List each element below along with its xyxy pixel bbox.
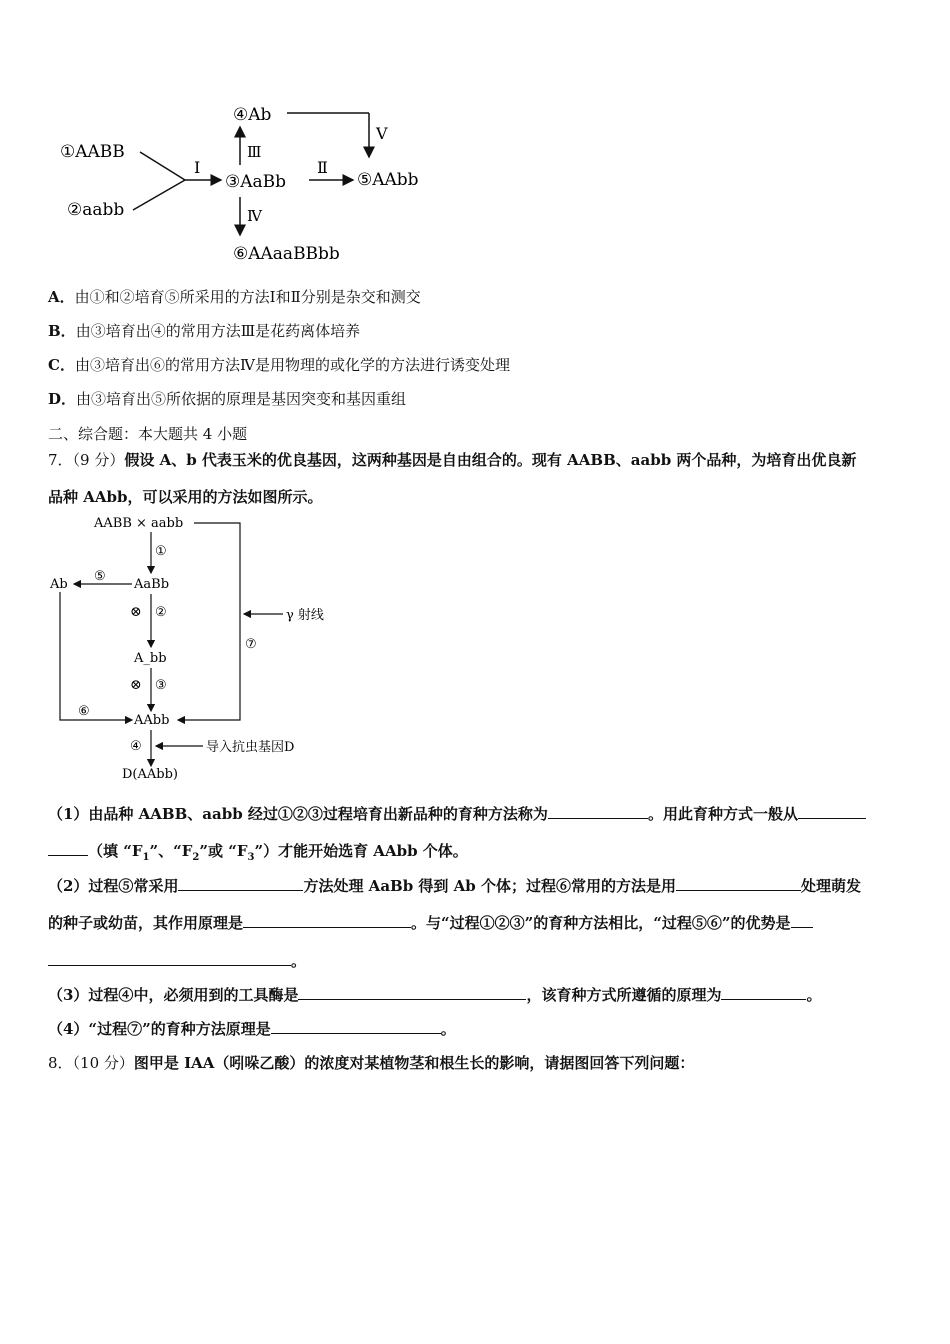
label-I: Ⅰ xyxy=(194,158,201,177)
label-III: Ⅲ xyxy=(247,143,262,161)
label-II: Ⅱ xyxy=(317,158,328,177)
label-IV: Ⅳ xyxy=(247,207,262,225)
q7-p2-text-c: 处理萌发 xyxy=(801,877,862,895)
node-5: ⑤AAbb xyxy=(357,170,419,190)
option-d-text: 由③培育出⑤所依据的原理是基因突变和基因重组 xyxy=(76,390,407,408)
option-d xyxy=(48,388,406,409)
q8-text: 图甲是 IAA（吲哚乙酸）的浓度对某植物茎和根生长的影响，请据图回答下列问题： xyxy=(133,1054,695,1072)
q8-number: 8．（10 分） xyxy=(48,1054,134,1072)
q7-part-2-line-2 xyxy=(48,912,813,933)
option-c xyxy=(48,354,510,375)
q7-p4-text-b: 。 xyxy=(440,1020,456,1038)
q7-part-1-line-1 xyxy=(48,803,866,824)
answer-blank-6b[interactable] xyxy=(48,951,291,966)
f2-genotype: A_bb xyxy=(134,651,167,666)
q7-p2-text-a: （2）过程⑤常采用 xyxy=(48,877,179,895)
option-d-letter: D． xyxy=(48,390,77,408)
self-cross-2: ⊗ xyxy=(130,677,142,693)
answer-blank-2a[interactable] xyxy=(798,804,866,819)
answer-blank-8[interactable] xyxy=(721,985,806,1000)
option-b-text: 由③培育出④的常用方法Ⅲ是花药离体培养 xyxy=(75,322,361,340)
q7-p1c-sub1: 1 xyxy=(142,852,150,863)
q7-p2-text-d: 的种子或幼苗，其作用原理是 xyxy=(48,914,244,932)
breeding-diagram-1 xyxy=(55,95,455,270)
q7-stem-1 xyxy=(48,449,856,470)
option-b xyxy=(48,320,360,341)
answer-blank-2b[interactable] xyxy=(48,841,88,856)
node-4: ④Ab xyxy=(233,105,272,125)
node-3: ③AaBb xyxy=(225,172,287,192)
q7-part-2-line-1 xyxy=(48,875,861,896)
haploid: Ab xyxy=(50,577,68,592)
q7-part-4 xyxy=(48,1018,456,1039)
answer-blank-6a[interactable] xyxy=(791,913,813,928)
answer-blank-7[interactable] xyxy=(298,985,526,1000)
step-2: ② xyxy=(155,605,167,620)
option-a-letter: A． xyxy=(48,288,75,306)
q7-part-1-line-2 xyxy=(48,840,468,863)
q7-p1c-post: ”）才能开始选育 AAbb 个体。 xyxy=(254,842,468,860)
q7-p1-text-b: 。用此育种方式一般从 xyxy=(647,805,798,823)
node-1: ①AABB xyxy=(60,142,125,162)
step-3: ③ xyxy=(155,678,167,693)
node-6: ⑥AAaaBBbb xyxy=(233,244,340,264)
option-c-text: 由③培育出⑥的常用方法Ⅳ是用物理的或化学的方法进行诱变处理 xyxy=(74,356,510,374)
target-genotype: AAbb xyxy=(134,713,170,728)
q7-p1c-sub3: 3 xyxy=(247,852,255,863)
q7-part-2-line-3 xyxy=(48,950,306,971)
q7-p1c-pre: （填 “F xyxy=(88,842,143,860)
edge-2-merge xyxy=(133,180,185,210)
answer-blank-5[interactable] xyxy=(243,913,411,928)
q7-p1-text-a: （1）由品种 AABB、aabb 经过①②③过程培育出新品种的育种方法称为 xyxy=(48,805,548,823)
q7-p3-text-b: ，该育种方式所遵循的原理为 xyxy=(526,986,722,1004)
option-a-text: 由①和②培育⑤所采用的方法Ⅰ和Ⅱ分别是杂交和测交 xyxy=(74,288,421,306)
answer-blank-9[interactable] xyxy=(271,1019,441,1034)
q7-p1c-sub2: 2 xyxy=(192,852,200,863)
insert-gene-label: 导入抗虫基因D xyxy=(206,740,295,755)
step-4: ④ xyxy=(130,739,142,754)
breeding-diagram-2 xyxy=(48,510,348,782)
gamma-ray-label: γ 射线 xyxy=(286,608,324,623)
q7-p2-text-f: 。 xyxy=(291,952,307,970)
option-c-letter: C． xyxy=(48,356,75,374)
option-b-letter: B． xyxy=(48,322,76,340)
parents: AABB × aabb xyxy=(94,516,184,531)
q7-p1c-m2: ”或 “F xyxy=(199,842,248,860)
node-2: ②aabb xyxy=(67,200,125,220)
q8-stem xyxy=(48,1052,694,1073)
q7-p2-text-e: 。与“过程①②③”的育种方法相比，“过程⑤⑥”的优势是 xyxy=(411,914,791,932)
section-heading: 二、综合题：本大题共 4 小题 xyxy=(48,425,248,443)
q7-p4-text-a: （4）“过程⑦”的育种方法原理是 xyxy=(48,1020,271,1038)
f1-genotype: AaBb xyxy=(134,577,170,592)
q7-stem-text-1: 假设 A、b 代表玉米的优良基因，这两种基因是自由组合的。现有 AABB、aabb 两个品种，为培育出优良新 xyxy=(124,451,857,469)
final-genotype: D(AAbb) xyxy=(122,767,178,782)
step-1: ① xyxy=(155,544,167,559)
q7-stem-2: 品种 AAbb，可以采用的方法如图所示。 xyxy=(48,488,323,506)
q7-p2-text-b: 方法处理 AaBb 得到 Ab 个体；过程⑥常用的方法是用 xyxy=(303,877,676,895)
option-a xyxy=(48,286,421,307)
self-cross-1: ⊗ xyxy=(130,604,142,620)
q7-p3-text-c: 。 xyxy=(806,986,822,1004)
q7-part-3 xyxy=(48,984,821,1005)
label-V: Ⅴ xyxy=(376,124,388,143)
answer-blank-3[interactable] xyxy=(178,876,303,891)
arrow-6 xyxy=(60,592,132,720)
step-6: ⑥ xyxy=(78,704,90,719)
q7-number: 7．（9 分） xyxy=(48,451,125,469)
step-5: ⑤ xyxy=(94,569,106,584)
answer-blank-1[interactable] xyxy=(548,804,648,819)
arrow-7 xyxy=(178,523,240,720)
step-7: ⑦ xyxy=(245,637,257,652)
answer-blank-4[interactable] xyxy=(676,876,801,891)
q7-p1c-m1: ”、“F xyxy=(149,842,193,860)
q7-p3-text-a: （3）过程④中，必须用到的工具酶是 xyxy=(48,986,299,1004)
edge-1-merge xyxy=(140,152,185,180)
